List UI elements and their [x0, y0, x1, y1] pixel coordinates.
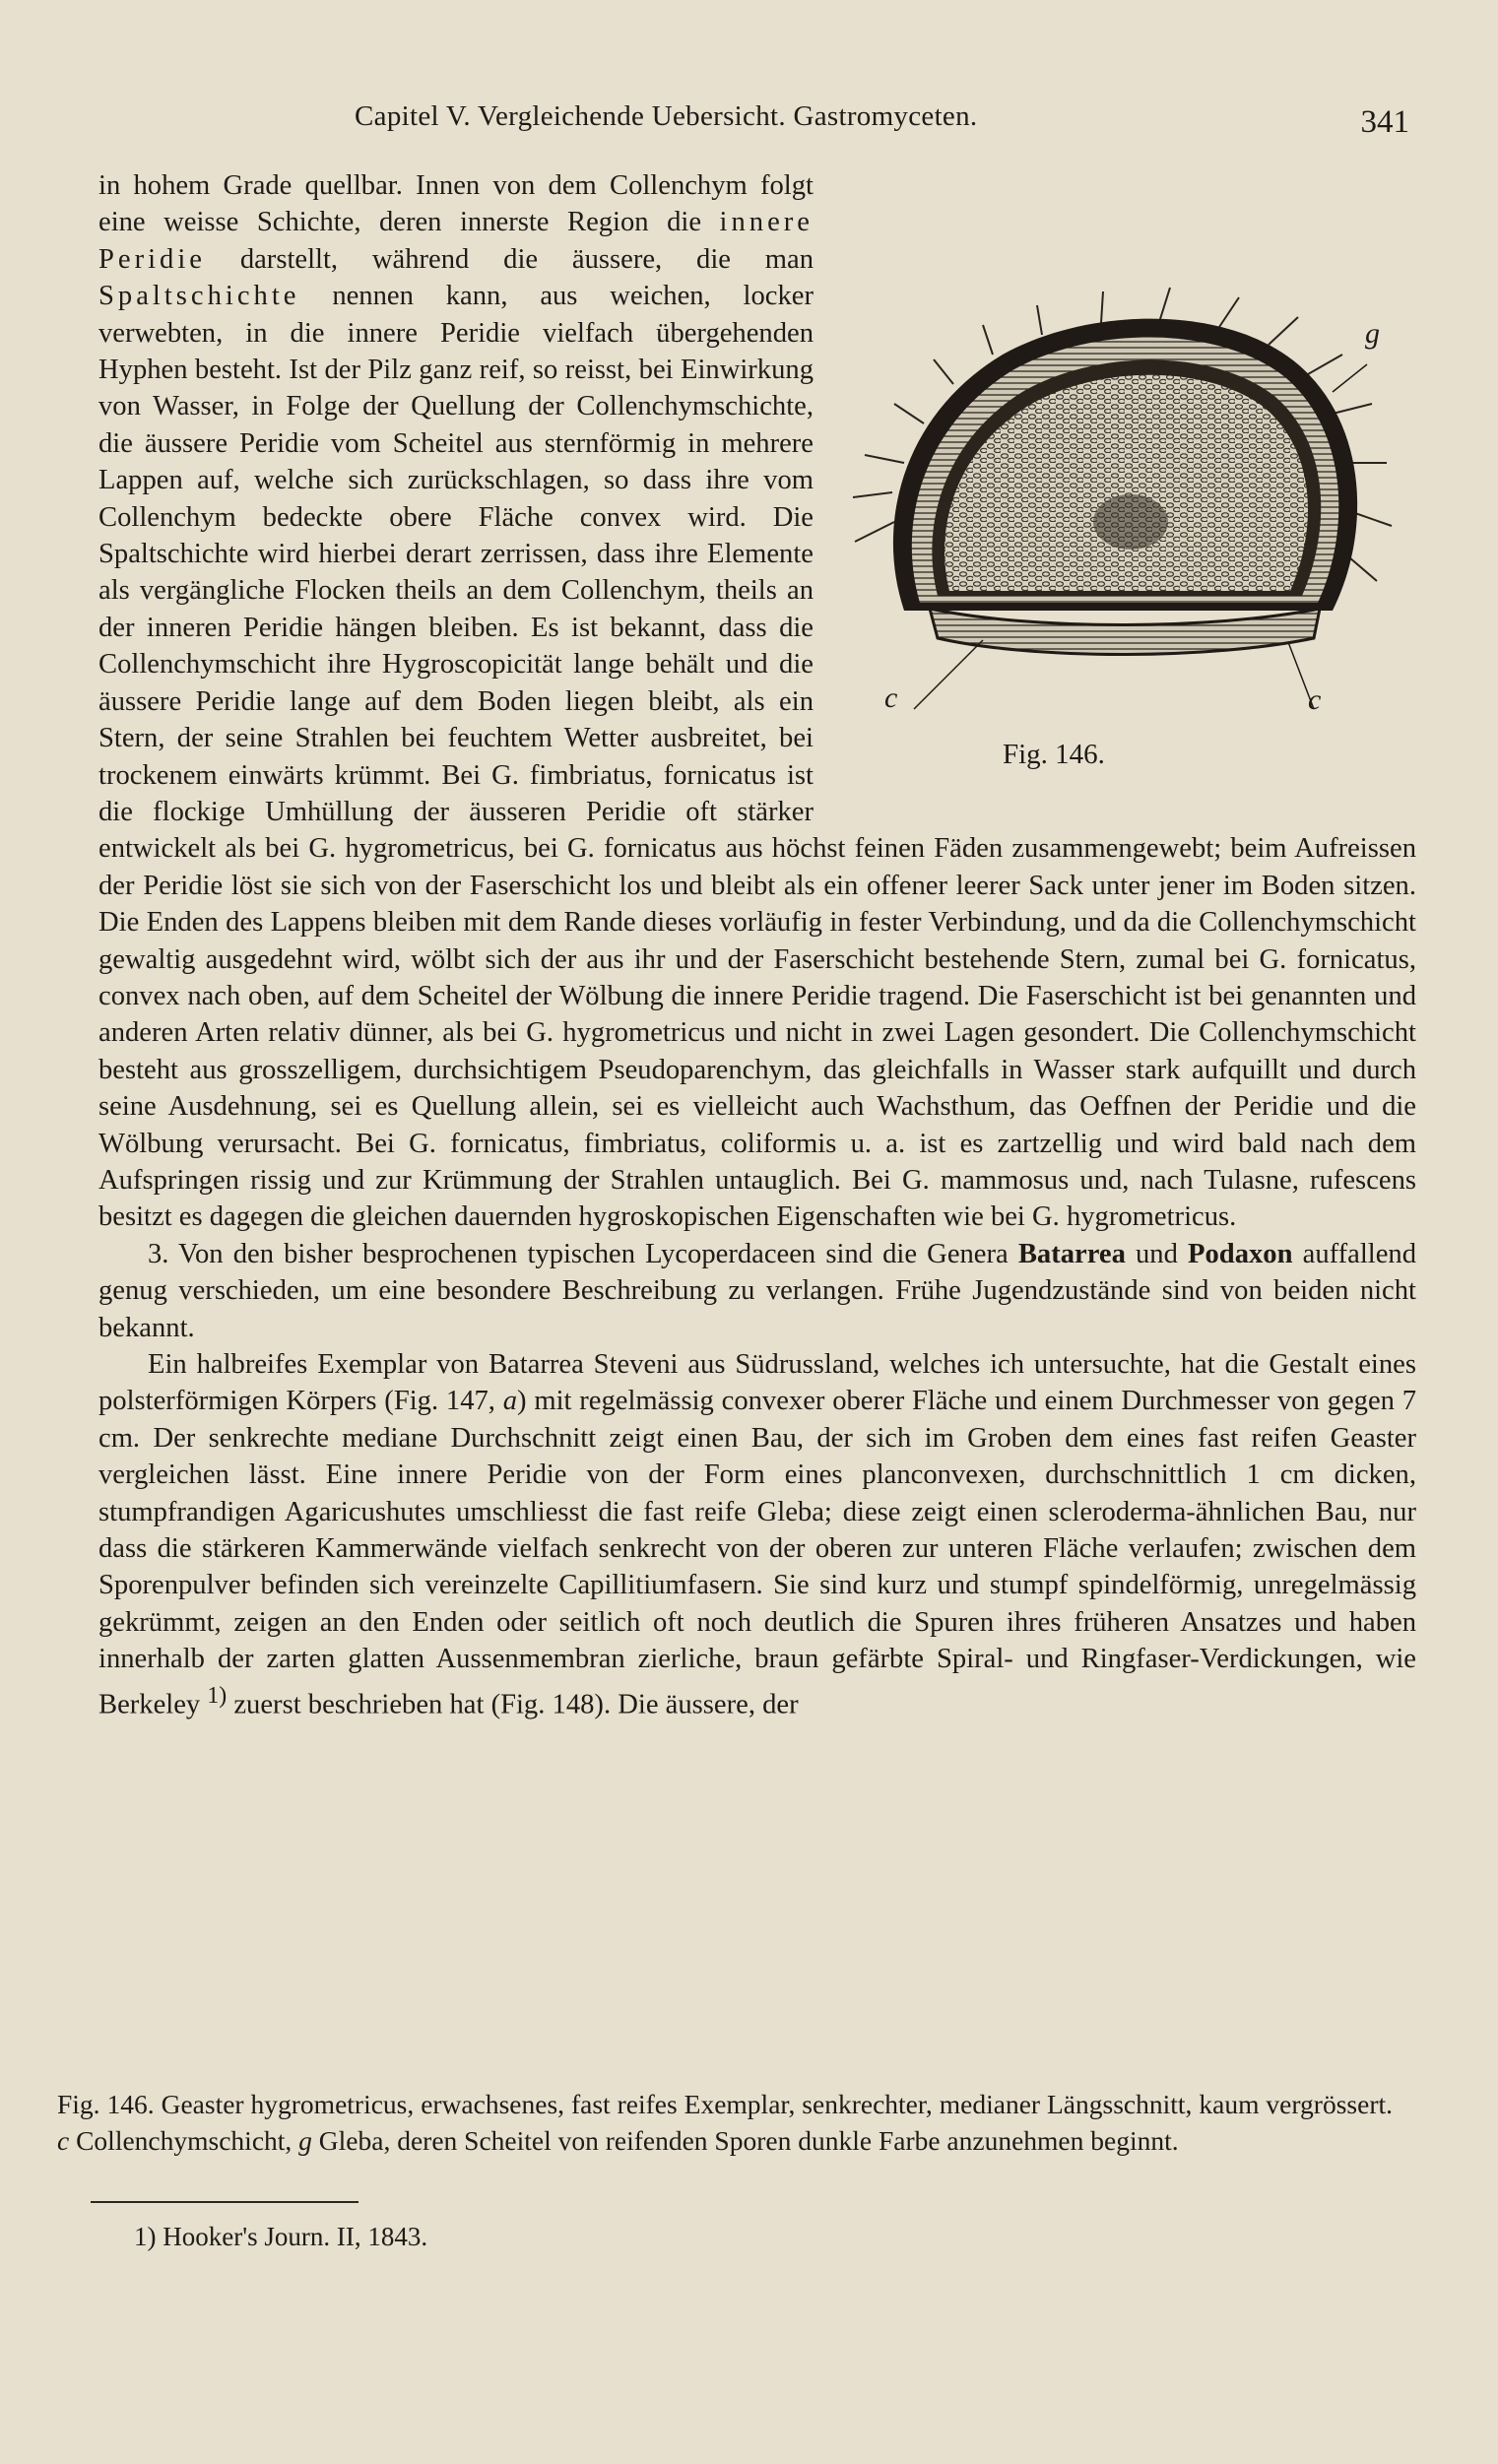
genus-batarrea: Batarrea [1017, 1238, 1126, 1269]
footnote-rule [91, 2201, 358, 2203]
paragraph-batarrea-podaxon: 3. Von den bisher besprochenen typischen Lycoperdaceen sind die Genera Batarrea und Podaxon auffallend genug verschieden, um eine besondere Beschreibung zu verlangen. Frühe Jugendzustände sind von beiden nicht bekannt. [98, 1238, 1417, 1343]
footnote: 1) Hooker's Journ. II, 1843. [134, 2222, 428, 2251]
figure-label-g: g [1365, 317, 1380, 350]
page-number: 341 [1360, 104, 1409, 140]
geaster-section-illustration [835, 197, 1416, 729]
figure-number-label: Fig. 146. [1003, 739, 1105, 770]
figure-label-c-left: c [884, 681, 898, 714]
figure-caption: Fig. 146. Geaster hygrometricus, erwachsenes, fast reifes Exemplar, senkrechter, medianer Längsschnitt, kaum vergrössert. c Collenchymschicht, g Gleba, deren Scheitel von reifenden Sporen dunkle Farbe anzunehmen beginnt. [57, 2089, 1393, 2156]
figure-146 [835, 167, 1416, 798]
footnote-ref: 1) [207, 1682, 228, 1709]
running-head: Capitel V. Vergleichende Uebersicht. Gastromyceten. [355, 100, 978, 132]
gleba-dark-center [1093, 494, 1168, 550]
emphasis-spaltschichte: Spaltschichte [98, 281, 300, 312]
figure-label-c-right: c [1308, 683, 1322, 716]
paragraph-batarrea-steveni: Ein halbreifes Exemplar von Batarrea Steveni aus Südrussland, welches ich untersuchte, hat die Gestalt eines polsterförmigen Körpers (Fig. 147, a) mit regelmässig convexer oberer Fläche und einem Durchmesser von gegen 7 cm. Der senkrechte mediane Durchschnitt zeigt einen Bau, der sich im Groben dem eines fast reifen Geaster vergleichen lässt. Eine innere Peridie von der Form eines planconvexen, durchschnittlich 1 cm dicken, stumpfrandigen Agaricushutes umschliesst die fast reife Gleba; diese zeigt einen scleroderma-ähnlichen Bau, nur dass die stärkeren Kammerwände vielfach senkrecht von der oberen zur unteren Fläche verlaufen; zwischen dem Sporenpulver befinden sich vereinzelte Capillitiumfasern. Sie sind kurz und stumpf spindelförmig, unregelmässig gekrümmt, zeigen an den Enden oder seitlich oft noch deutlich die Spuren ihres früheren Ansatzes und haben innerhalb der zarten glatten Aussenmembran zierliche, braun gefärbte Spiral- und Ringfaser-Verdickungen, wie Berkeley $^{1)}$ zuerst beschrieben hat (Fig. 148). Die äussere, der [98, 1349, 1417, 1720]
base-layers [930, 609, 1320, 655]
page-header [108, 95, 1409, 154]
body-text [98, 167, 1416, 1723]
emphasis-innere-peridie: innere Peridie [98, 207, 814, 275]
genus-podaxon: Podaxon [1188, 1238, 1293, 1269]
paragraph-geaster: g c c Fig. 146. in hohem Grade quellbar. Innen von dem Collenchym folgt eine weisse Schichte, deren innerste Region die innere Peridie darstellt, während die äussere, die man Spaltschichte nennen kann, aus weichen, locker verwebten, in die innere Peridie vielfach übergehenden Hyphen besteht. Ist der Pilz ganz reif, so reisst, bei Einwirkung von Wasser, in Folge der Quellung der Collenchymschichte, die äussere Peridie vom Scheitel aus sternförmig in mehrere Lappen auf, welche sich zurückschlagen, so dass ihre vom Collenchym bedeckte obere Fläche convex wird. Die Spaltschichte wird hierbei derart zerrissen, dass ihre Elemente als vergängliche Flocken theils an dem Collenchym, theils an der inneren Peridie hängen bleiben. Es ist bekannt, dass die Collenchymschicht ihre Hygroscopicität lange behält und die äussere Peridie lange auf dem Boden liegen bleibt, als ein Stern, der seine Strahlen bei feuchtem Wetter ausbreitet, bei trockenem einwärts krümmt. Bei G. fimbriatus, fornicatus ist die flockige Umhüllung der äusseren Peridie oft stärker entwickelt als bei G. hygrometricus, bei G. fornicatus aus höchst feinen Fäden zusammengewebt; beim Aufreissen der Peridie löst sie sich von der Faserschicht los und bleibt als ein offener leerer Sack unter jener im Boden sitzen. Die Enden des Lappens bleiben mit dem Rande dieses vorläufig in fester Verbindung, und da die Collenchymschicht gewaltig ausgedehnt wird, wölbt sich der aus ihr und der Faserschicht bestehende Stern, zumal bei G. fornicatus, convex nach oben, auf dem Scheitel der Wölbung die innere Peridie tragend. Die Faserschicht ist bei genannten und anderen Arten relativ dünner, als bei G. hygrometricus und nicht in zwei Lagen gesondert. Die Collenchymschicht besteht aus grosszelligem, durchsichtigem Pseudoparenchym, das gleichfalls in Wasser stark aufquillt und durch seine Ausdehnung, sei es Quellung allein, sei es vielleicht auch Wachsthum, das Oeffnen der Peridie und die Wölbung verursacht. Bei G. fornicatus, fimbriatus, coliformis u. a. ist es zartzellig und wird bald nach dem Aufspringen rissig und zur Krümmung der Strahlen untauglich. Bei G. mammosus und, nach Tulasne, rufescens besitzt es dagegen die gleichen dauernden hygroskopischen Eigenschaften wie bei G. hygrometricus. [98, 167, 1416, 1236]
